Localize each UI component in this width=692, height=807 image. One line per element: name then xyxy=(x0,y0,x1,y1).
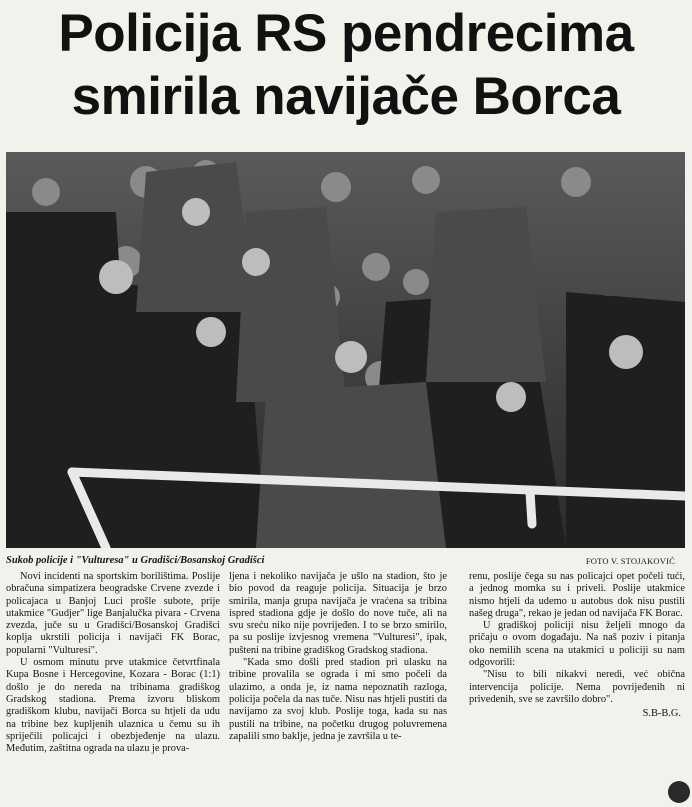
article-photo xyxy=(6,152,685,548)
paragraph: U osmom minutu prve utakmice četvrtfinala Kupa Bosne i Hercegovine, Kozara - Borac (1:1) došlo je do nereda na tribinama gradiškog Gradskog stadiona. Prema izvoru bliskom gradiškom klubu, navijači Borca su htjeli da udu na tribine bez kupljenih ulaznica u čemu su ih spriječili policajci i obezbjeđenje na ulazu. Međutim, zaštitna ograda na ulazu je prova- xyxy=(6,657,220,755)
photo-credit: FOTO V. STOJAKOVIĆ xyxy=(585,556,675,566)
headline-line-2: smirila navijače Borca xyxy=(71,67,621,126)
paragraph: "Nisu to bili nikakvi neredi, već obična intervencija policije. Nema povrijeđenih ni privedenih, sve se završilo dobro". xyxy=(469,669,685,705)
article-column-3 xyxy=(469,571,685,803)
photo-caption: Sukob policije i "Vulturesa" u Gradišci/Bosanskoj Gradišci xyxy=(6,555,265,566)
paragraph: renu, poslije čega su nas policajci opet počeli tući, a jednog momka su i priveli. Poslije utakmice nismo htjeli da udemo u autobus dok nisu pustili našeg druga", rekao je jedan od navijača FK Borac. xyxy=(469,571,685,619)
paragraph: "Kada smo došli pred stadion pri ulasku na tribine provalila se ograda i mi smo počeli da ulazimo, a onda je, iz nama nepoznatih razloga, policija počela da nas tuče. Nisu nas htjeli pustiti da navijamo za svoj klub. Poslije toga, kada su nas pustili na tribine, na početku drugog poluvremena zapalili smo baklje, jedna je završila u te- xyxy=(229,657,447,742)
crowd-photo-illustration xyxy=(6,152,685,548)
paragraph: Novi incidenti na sportskim borilištima. Poslije obračuna simpatizera beogradske Crvene zvezde i policajaca u Banjoj Luci prošle subote, prije utakmice "Gudjer" lige Banjalučka pivara - Crvena zvezda, juče su u Gradišci/Bosanskoj Gradišci koplja ukrstili policija i navijači FK Borac, popularni "Vulturesi". xyxy=(6,571,220,656)
article-column-1 xyxy=(6,571,220,803)
paragraph: U gradiškoj policiji nisu željeli mnogo da pričaju o ovom događaju. Na naš poziv i pitanja oko nemilih scena na utakmici u policiji su nam odgovorili: xyxy=(469,620,685,669)
headline xyxy=(8,2,684,128)
page-corner-mark xyxy=(668,781,690,803)
article-column-2 xyxy=(229,571,447,803)
headline-line-1: Policija RS pendrecima xyxy=(58,4,634,63)
paragraph: ljena i nekoliko navijača je ušlo na stadion, što je bio povod da reaguje policija. Situacija je brzo smirila, manja grupa navijača je vraćena sa tribina ispred stadiona gdje je došlo do nove tuče, ali na svu sreću niko nije povrijeđen. I to se brzo smirilo, pa su poslije izvjesnog vremena "Vulturesi", ipak, pušteni na tribine gradiškog Gradskog stadiona. xyxy=(229,571,447,656)
author-signature: S.B-B.G. xyxy=(642,708,681,720)
photo-caption-row xyxy=(6,552,685,570)
